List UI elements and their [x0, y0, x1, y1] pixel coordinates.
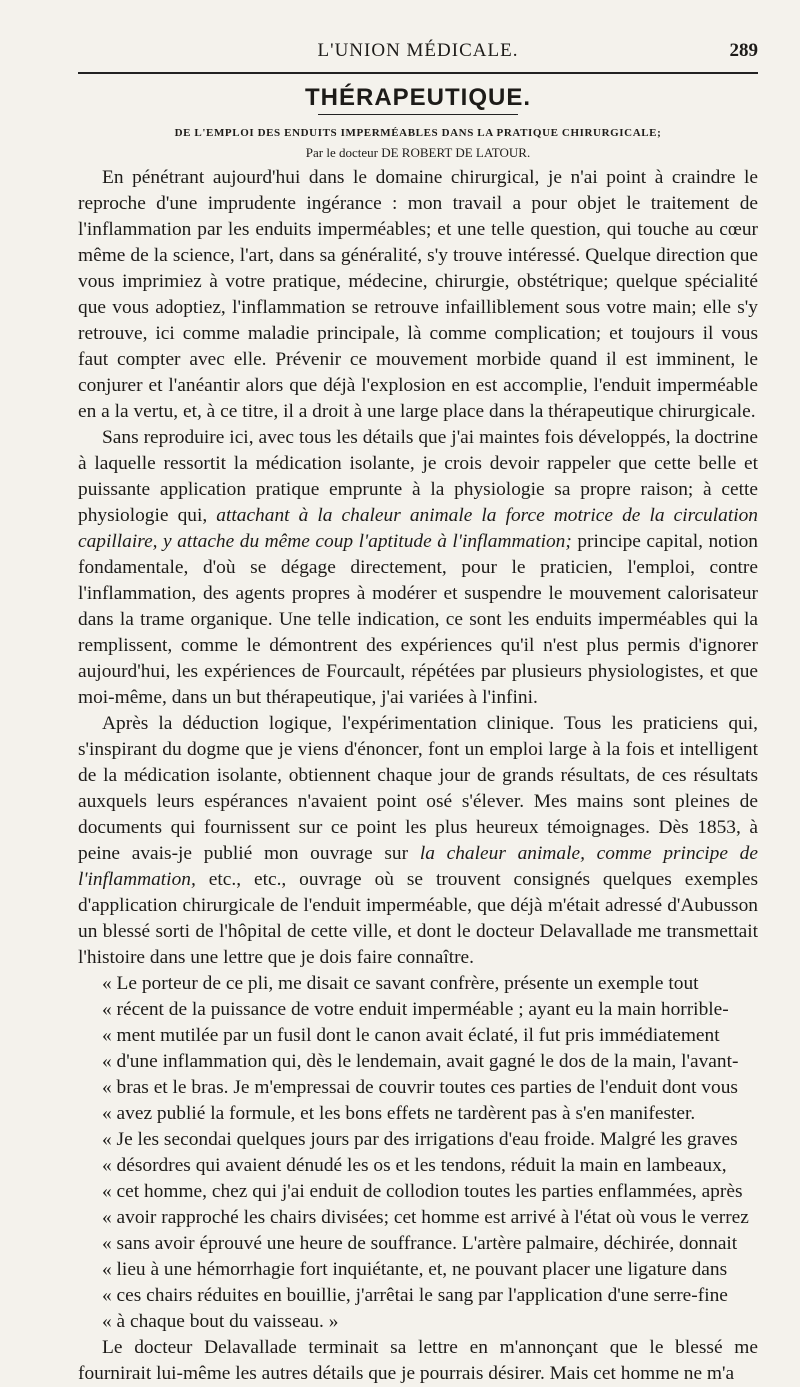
quote-line: « Le porteur de ce pli, me disait ce savant confrère, présente un exemple tout — [102, 973, 699, 994]
paragraph-text: principe capital, notion fondamentale, d'où se dégage directement, pour le praticien, l'emploi, contre l'inflammation, des agents propres à modérer et suspendre le mouvement calorisateur dans la trame organique. Une telle indication, ce sont les enduits imperméables qui la remplissent, comme le démontrent des expériences qu'il n'est plus permis d'ignorer aujourd'hui, les expériences de Fourcault, répétées par plusieurs physiologistes, et que moi-même, dans un but thérapeutique, j'ai variées à l'infini. — [78, 531, 759, 708]
quote-line: « bras et le bras. Je m'empressai de couvrir toutes ces parties de l'enduit dont vous — [102, 1077, 738, 1098]
quote-line: « Je les secondai quelques jours par des irrigations d'eau froide. Malgré les graves — [102, 1129, 738, 1150]
paragraph — [78, 425, 758, 711]
quote-line: « sans avoir éprouvé une heure de souffrance. L'artère palmaire, déchirée, donnait — [102, 1233, 738, 1254]
article-body — [78, 165, 758, 1387]
italic-phrase: la chaleur animale, comme principe de l'inflammation, — [78, 843, 758, 890]
quote-line: « avoir rapproché les chairs divisées; cet homme est arrivé à l'état où vous le verrez — [102, 1207, 749, 1228]
quote-line: « cet homme, chez qui j'ai enduit de collodion toutes les parties enflammées, après — [102, 1181, 743, 1202]
quote-line: « lieu à une hémorrhagie fort inquiétante, et, ne pouvant placer une ligature dans — [102, 1259, 728, 1280]
article-subtitle: DE L'EMPLOI DES ENDUITS IMPERMÉABLES DANS LA PRATIQUE CHIRURGICALE; — [174, 127, 662, 139]
quote-line: « à chaque bout du vaisseau. » — [102, 1311, 339, 1332]
title-rule — [318, 114, 518, 115]
running-head — [78, 38, 758, 68]
page-number: 289 — [729, 40, 758, 61]
paragraph-text: Sans reproduire ici, avec tous les détails que j'ai maintes fois développés, la doctrine à laquelle ressortit la médication isolante, je crois devoir rappeler que cette belle et puissante application pratique emprunte à la physiologie sa propre raison; à cette physiologie qui, — [78, 427, 758, 526]
italic-phrase: attachant à la chaleur animale la force motrice de la circulation capillaire, y attache du même coup l'aptitude à l'inflammation; — [78, 505, 758, 552]
paragraph: En pénétrant aujourd'hui dans le domaine chirurgical, je n'ai point à craindre le reproche d'une imprudente ingérance : mon travail a pour objet le traitement de l'inflammation par les enduits imperméables; et une telle question, qui touche au cœur même de la science, l'art, dans sa généralité, s'y trouve intéressé. Quelque direction que vous imprimiez à votre pratique, médecine, chirurgie, obstétrique; quelque spécialité que vous adoptiez, l'inflammation se retrouve infailliblement sous votre main; elle s'y retrouve, ici comme maladie principale, là comme complication; et toujours il vous faut compter avec elle. Prévenir ce mouvement morbide quand il est imminent, le conjurer et l'anéantir alors que déjà l'explosion en est accomplie, l'enduit imperméable en a la vertu, et, à ce titre, il a droit à une large place dans la thérapeutique chirurgicale. — [78, 167, 758, 422]
author-line: Par le docteur DE ROBERT DE LATOUR. — [305, 145, 531, 160]
paragraph — [78, 711, 758, 971]
quotation — [78, 971, 758, 1335]
quote-line: « récent de la puissance de votre enduit imperméable ; ayant eu la main horrible- — [102, 999, 729, 1020]
running-title: L'UNION MÉDICALE. — [317, 40, 519, 61]
quote-line: « ment mutilée par un fusil dont le canon avait éclaté, il fut pris immédiatement — [102, 1025, 720, 1046]
paragraph-text: Après la déduction logique, l'expérimentation clinique. Tous les praticiens qui, s'inspirant du dogme que je viens d'énoncer, font un emploi large à la fois et intelligent de la médication isolante, obtiennent chaque jour de grands résultats, de ces résultats auxquels leurs espérances n'avaient point osé s'élever. Mes mains sont pleines de documents qui fournissent sur ce point les plus heureux témoignages. Dès 1853, à peine avais-je publié mon ouvrage sur — [78, 713, 758, 864]
quote-line: « avez publié la formule, et les bons effets ne tardèrent pas à s'en manifester. — [102, 1103, 696, 1124]
section-title: THÉRAPEUTIQUE. — [304, 84, 531, 111]
quote-line: « d'une inflammation qui, dès le lendemain, avait gagné le dos de la main, l'avant- — [102, 1051, 739, 1072]
paragraph-text: etc., etc., ouvrage où se trouvent consignés quelques exemples d'application chirurgicale de l'enduit imperméable, que déjà m'était adressé d'Aubusson un blessé sorti de l'hôpital de cette ville, et dont le docteur Delavallade me transmettait l'histoire dans une lettre que je dois faire connaître. — [78, 869, 758, 968]
quote-line: « désordres qui avaient dénudé les os et les tendons, réduit la main en lambeaux, — [102, 1155, 727, 1176]
paragraph: Le docteur Delavallade terminait sa lettre en m'annonçant que le blessé me fournirait lui-même les autres détails que je pourrais désirer. Mais cet homme ne m'a — [78, 1337, 758, 1384]
header-rule — [78, 72, 758, 74]
quote-line: « ces chairs réduites en bouillie, j'arrêtai le sang par l'application d'une serre-fine — [102, 1285, 728, 1306]
